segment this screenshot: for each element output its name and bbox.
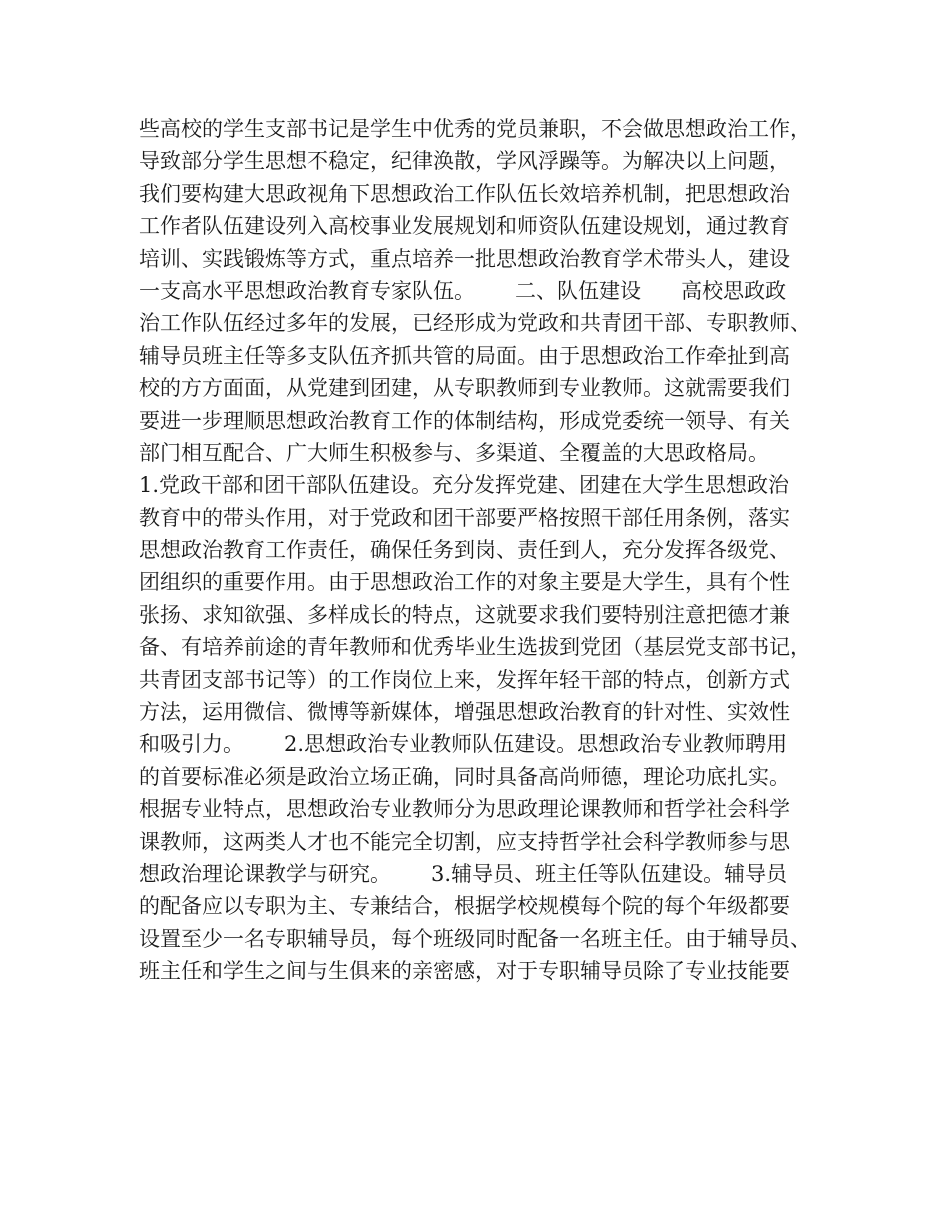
text-line: 课教师，这两类人才也不能完全切割，应支持哲学社会科学教师参与思: [139, 829, 790, 854]
text-line: 1.党政干部和团干部队伍建设。充分发挥党建、团建在大学生思想政治: [139, 473, 790, 498]
text-line: 辅导员班主任等多支队伍齐抓共管的局面。由于思想政治工作牵扯到高: [139, 343, 790, 368]
text-line: 些高校的学生支部书记是学生中优秀的党员兼职，不会做思想政治工作，: [139, 117, 811, 141]
text-line: 想政治理论课教学与研究。 3.辅导员、班主任等队伍建设。辅导员: [139, 861, 788, 886]
text-line: 导致部分学生思想不稳定，纪律涣散，学风浮躁等。为解决以上问题，: [139, 149, 790, 174]
text-line: 团组织的重要作用。由于思想政治工作的对象主要是大学生，具有个性: [139, 570, 790, 595]
text-line: 部门相互配合、广大师生积极参与、多渠道、全覆盖的大思政格局。: [139, 440, 769, 465]
text-line: 校的方方面面，从党建到团建，从专职教师到专业教师。这就需要我们: [139, 376, 790, 401]
text-line: 共青团支部书记等）的工作岗位上来，发挥年轻干部的特点，创新方式: [139, 667, 790, 692]
text-line: 张扬、求知欲强、多样成长的特点，这就要求我们要特别注意把德才兼: [139, 602, 790, 627]
text-line: 我们要构建大思政视角下思想政治工作队伍长效培养机制，把思想政治: [139, 181, 790, 206]
text-line: 要进一步理顺思想政治教育工作的体制结构，形成党委统一领导、有关: [139, 408, 790, 433]
text-line: 工作者队伍建设列入高校事业发展规划和师资队伍建设规划，通过教育: [139, 214, 790, 239]
text-line: 治工作队伍经过多年的发展，已经形成为党政和共青团干部、专职教师、: [139, 311, 811, 336]
text-line: 的配备应以专职为主、专兼结合，根据学校规模每个院的每个年级都要: [139, 894, 790, 919]
text-line: 的首要标准必须是政治立场正确，同时具备高尚师德，理论功底扎实。: [139, 764, 790, 789]
text-line: 培训、实践锻炼等方式，重点培养一批思想政治教育学术带头人，建设: [139, 246, 790, 271]
body-text: [139, 113, 829, 988]
text-line: 备、有培养前途的青年教师和优秀毕业生选拔到党团（基层党支部书记，: [139, 635, 811, 660]
text-line: 一支高水平思想政治教育专家队伍。 二、队伍建设 高校思政政: [139, 278, 787, 303]
text-line: 思想政治教育工作责任，确保任务到岗、责任到人，充分发挥各级党、: [139, 538, 790, 563]
text-line: 根据专业特点，思想政治专业教师分为思政理论课教师和哲学社会科学: [139, 797, 790, 822]
text-line: 设置至少一名专职辅导员，每个班级同时配备一名班主任。由于辅导员、: [139, 926, 811, 951]
text-line: 班主任和学生之间与生俱来的亲密感，对于专职辅导员除了专业技能要: [139, 959, 790, 984]
text-line: 教育中的带头作用，对于党政和团干部要严格按照干部任用条例，落实: [139, 505, 790, 530]
text-line: 和吸引力。 2.思想政治专业教师队伍建设。思想政治专业教师聘用: [139, 732, 788, 757]
text-line: 方法，运用微信、微博等新媒体，增强思想政治教育的针对性、实效性: [139, 700, 790, 725]
